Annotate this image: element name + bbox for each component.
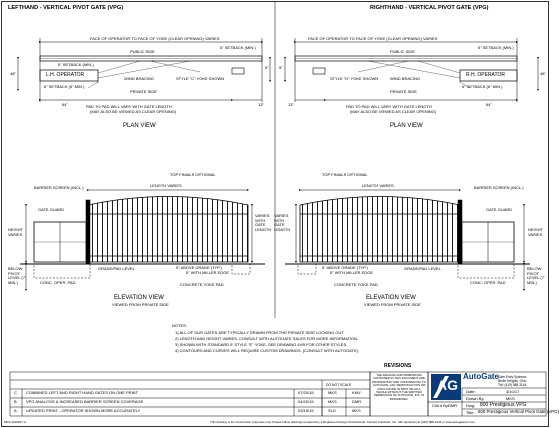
left-plan-view-heading: PLAN VIEW (123, 123, 156, 129)
right-pad-to-pad-label: PAD TO PAD WILL VARY WITH GATE LENGTH (346, 104, 432, 109)
rev-row-b-by: MKS (328, 399, 337, 404)
right-varies-with-label: VARIES WITH GATE LENGTH (274, 213, 291, 232)
left-pad-to-pad-label: PAD TO PAD WILL VARY WITH GATE LENGTH (86, 104, 172, 109)
proprietary-notice: THE DESIGNS AND DIMENSIONS CONTAINED IN THIS DOCUMENT ARE PROPRIETARY AND CONFIDENTIAL TO AUTOGATE. ANY REPRODUCTION OR DISCLOSURE IN PART OR AS A WHOLE WITHOUT THE WRITTEN PERMISSION OF AUTOGATE, INC. IS PROHIBITED. (372, 373, 426, 401)
left-conc-oper-pad-label: CONC. OPER. PAD (40, 280, 76, 285)
rev-row-a-date: 03/15/15 (298, 408, 314, 413)
right-operator-label: R.H. OPERATOR (466, 72, 505, 78)
date-value: 4/10/17 (506, 388, 520, 394)
revisions-title: REVISIONS (384, 363, 412, 369)
rev-row-a-desc: UPDATED PRINT - OPERATOR SHOWN MORE ACCURATELY (26, 408, 141, 413)
right-dim-13: 13" (288, 102, 294, 107)
right-above-grade-label: 5" ABOVE GRADE (TYP.) (322, 265, 368, 270)
note-4: 4) CONTOURS AND CURVES WILL REQUIRE CUSTOM DRAWINGS. (CONSULT WITH AUTOGATE). (175, 348, 360, 353)
dwg-label: Dwg: (466, 402, 476, 408)
right-elevation-linework (285, 190, 530, 290)
rev-row-b-appr: DMR (352, 399, 362, 404)
rev-row-a-appr: MKS (352, 408, 361, 413)
rev-row-b-desc: VPG ANALYSIS & INCREASED BARRIER SCREEN COVERAGE (26, 399, 144, 404)
rev-row-a-by: SLD (328, 408, 336, 413)
right-dim-5: 5" (279, 65, 283, 70)
rev-row-c-desc: COMBINED LEFT AND RIGHT HAND GATES ON ONE PRINT (26, 390, 139, 395)
right-viewed-from-label: VIEWED FROM PRIVATE SIDE (364, 302, 421, 307)
right-height-varies-label: HEIGHT VARIES (528, 227, 544, 237)
rev-row-c-by: MKS (328, 390, 337, 395)
company-address-2: Toll: (419) 588-3144 (498, 383, 527, 387)
right-face-to-face-label: FACE OF OPERATOR TO FACE OF YOKE (CLEAR OPENING) VARIES (308, 36, 438, 41)
rev-row-c-rev: C (14, 390, 17, 395)
rev-row-c-appr: KMV (352, 390, 361, 395)
right-may-also-label: (MAY ALSO BE VIEWED AS CLEAR OPENING) (350, 109, 437, 114)
left-setback-bottom-label: 6" SETBACK (6" MIN.) (44, 84, 85, 89)
right-plan-view-heading: PLAN VIEW (390, 123, 423, 129)
left-dim-13: 13" (258, 102, 264, 107)
left-setback-top-label: 5" SETBACK (MIN.) (220, 45, 256, 50)
logo-letters: AG (437, 377, 458, 393)
left-may-also-label: (MAY ALSO BE VIEWED AS CLEAR OPENING) (90, 109, 177, 114)
left-dim-64: 64" (62, 102, 68, 107)
right-title: RIGHTHAND - VERTICAL PIVOT GATE (VPG) (370, 5, 489, 11)
right-dim-48: 48" (540, 71, 546, 76)
footer-disclaimer: This drawing is for construction purposes only. Please follow drawings prepared by a Registered Design Professional. Contact AutoGate, Inc. with questions at (440) 588-3144 or www.autogateinc.com (210, 420, 475, 424)
dwg-value: 800 Prestigious VPG (480, 402, 527, 408)
right-elevation-heading: ELEVATION VIEW (366, 295, 416, 301)
left-height-varies-label: HEIGHT VARIES (8, 227, 24, 237)
right-setback-top-label: 5" SETBACK (MIN.) (478, 45, 514, 50)
right-below-pivot-label: BELOW PIVOT LEVEL (7' MIN.) (527, 266, 545, 285)
left-wind-bracing-label: WIND BRACING (124, 76, 154, 81)
right-concrete-yoke-label: CONCRETE YOKE PAD (334, 282, 378, 287)
left-public-side-label: PUBLIC SIDE (130, 49, 155, 54)
right-top-finials-label: TOP FINIALS OPTIONAL (322, 172, 368, 177)
left-operator-label: L.H. OPERATOR (46, 72, 85, 78)
left-barrier-screen-label: BARRIER SCREEN (INCL.) (34, 185, 84, 190)
drawn-by-label: Drawn By: (466, 395, 485, 401)
left-dim-5: 5" (265, 65, 269, 70)
left-dim-48: 48" (10, 71, 16, 76)
rev-row-b-rev: B (14, 399, 17, 404)
right-wind-bracing-label: WIND BRACING (390, 76, 420, 81)
left-top-finials-label: TOP FINIALS OPTIONAL (170, 172, 216, 177)
left-yoke-style-label: STYLE "C" YOKE SHOWN (176, 76, 225, 81)
left-miller-edge-label: 5" WITH MILLER EDGE (186, 270, 229, 275)
left-length-varies-label: LENGTH VARIES (150, 183, 182, 188)
left-elevation-heading: ELEVATION VIEW (114, 295, 164, 301)
right-gate-guard-label: GATE GUARD (486, 207, 513, 212)
note-2: 2) LENGTH AND HEIGHT VARIES, CONSULT WITH AUTOGATE SALES FOR MORE INFORMATION. (175, 336, 359, 341)
right-grade-pad-label: GRADE/PAD LEVEL (404, 266, 441, 271)
footer-drawing-id: MKS-1102817-A (4, 420, 26, 424)
left-setback-min-label: 5" SETBACK (MIN.) (58, 62, 94, 67)
rev-row-c-date: 07/20/15 (298, 390, 314, 395)
company-tagline: Gate Entry Systems (498, 375, 527, 379)
left-below-pivot-label: BELOW PIVOT LEVEL (7' MIN.) (8, 266, 26, 285)
left-face-to-face-label: FACE OF OPERATOR TO FACE OF YOKE (CLEAR OPENING) VARIES (90, 36, 220, 41)
title-label: Title: (466, 409, 475, 415)
left-varies-with-label: VARIES WITH GATE LENGTH (255, 213, 272, 232)
right-dim-64: 64" (486, 102, 492, 107)
right-yoke-style-label: STYLE "D" YOKE SHOWN (330, 76, 379, 81)
left-above-grade-label: 5" ABOVE GRADE (TYP.) (176, 265, 222, 270)
rev-row-a-rev: A (14, 408, 17, 413)
rev-row-b-date: 04/20/15 (298, 399, 314, 404)
do-not-scale-label: DO NOT SCALE (326, 383, 352, 387)
right-length-varies-label: LENGTH VARIES (362, 183, 394, 188)
note-1: 1) ALL OF OUR GATES ARE TYPICALLY DRAWN FROM THE PRIVATE SIDE LOOKING OUT. (175, 330, 345, 335)
right-private-side-label: PRIVATE SIDE (390, 89, 417, 94)
left-title: LEFTHAND - VERTICAL PIVOT GATE (VPG) (8, 5, 124, 11)
checked-by-value: DMR (448, 403, 458, 408)
right-public-side-label: PUBLIC SIDE (390, 49, 415, 54)
notes-heading: NOTES: (172, 323, 187, 328)
right-miller-edge-label: 5" WITH MILLER EDGE (330, 270, 373, 275)
right-setback-bottom-label: 6" SETBACK (6" MIN.) (462, 84, 503, 89)
right-conc-oper-pad-label: CONC. OPER. PAD (470, 280, 506, 285)
left-gate-guard-label: GATE GUARD (38, 207, 65, 212)
left-private-side-label: PRIVATE SIDE (130, 89, 157, 94)
company-address-1: Berlin Heights, Ohio (498, 379, 527, 383)
title-value: 800 Prestigious Vertical Pivot Gate (VPG) (478, 409, 559, 414)
left-viewed-from-label: VIEWED FROM PRIVATE SIDE (112, 302, 169, 307)
right-barrier-screen-label: BARRIER SCREEN (INCL.) (474, 185, 524, 190)
date-label: Date: (466, 388, 476, 394)
left-concrete-yoke-label: CONCRETE YOKE PAD (180, 282, 224, 287)
company-name: AutoGate (463, 372, 499, 381)
checked-by-label: Chk'd By: (432, 403, 449, 408)
note-3: 3) SHOWN WITH STANDARD 5' STYLE "E" YOKE. SEE DRAWING 4VB FOR OTHER STYLES. (175, 342, 348, 347)
left-grade-pad-label: GRADE/PAD LEVEL (98, 266, 135, 271)
drawn-by-value: MKS (506, 395, 515, 401)
